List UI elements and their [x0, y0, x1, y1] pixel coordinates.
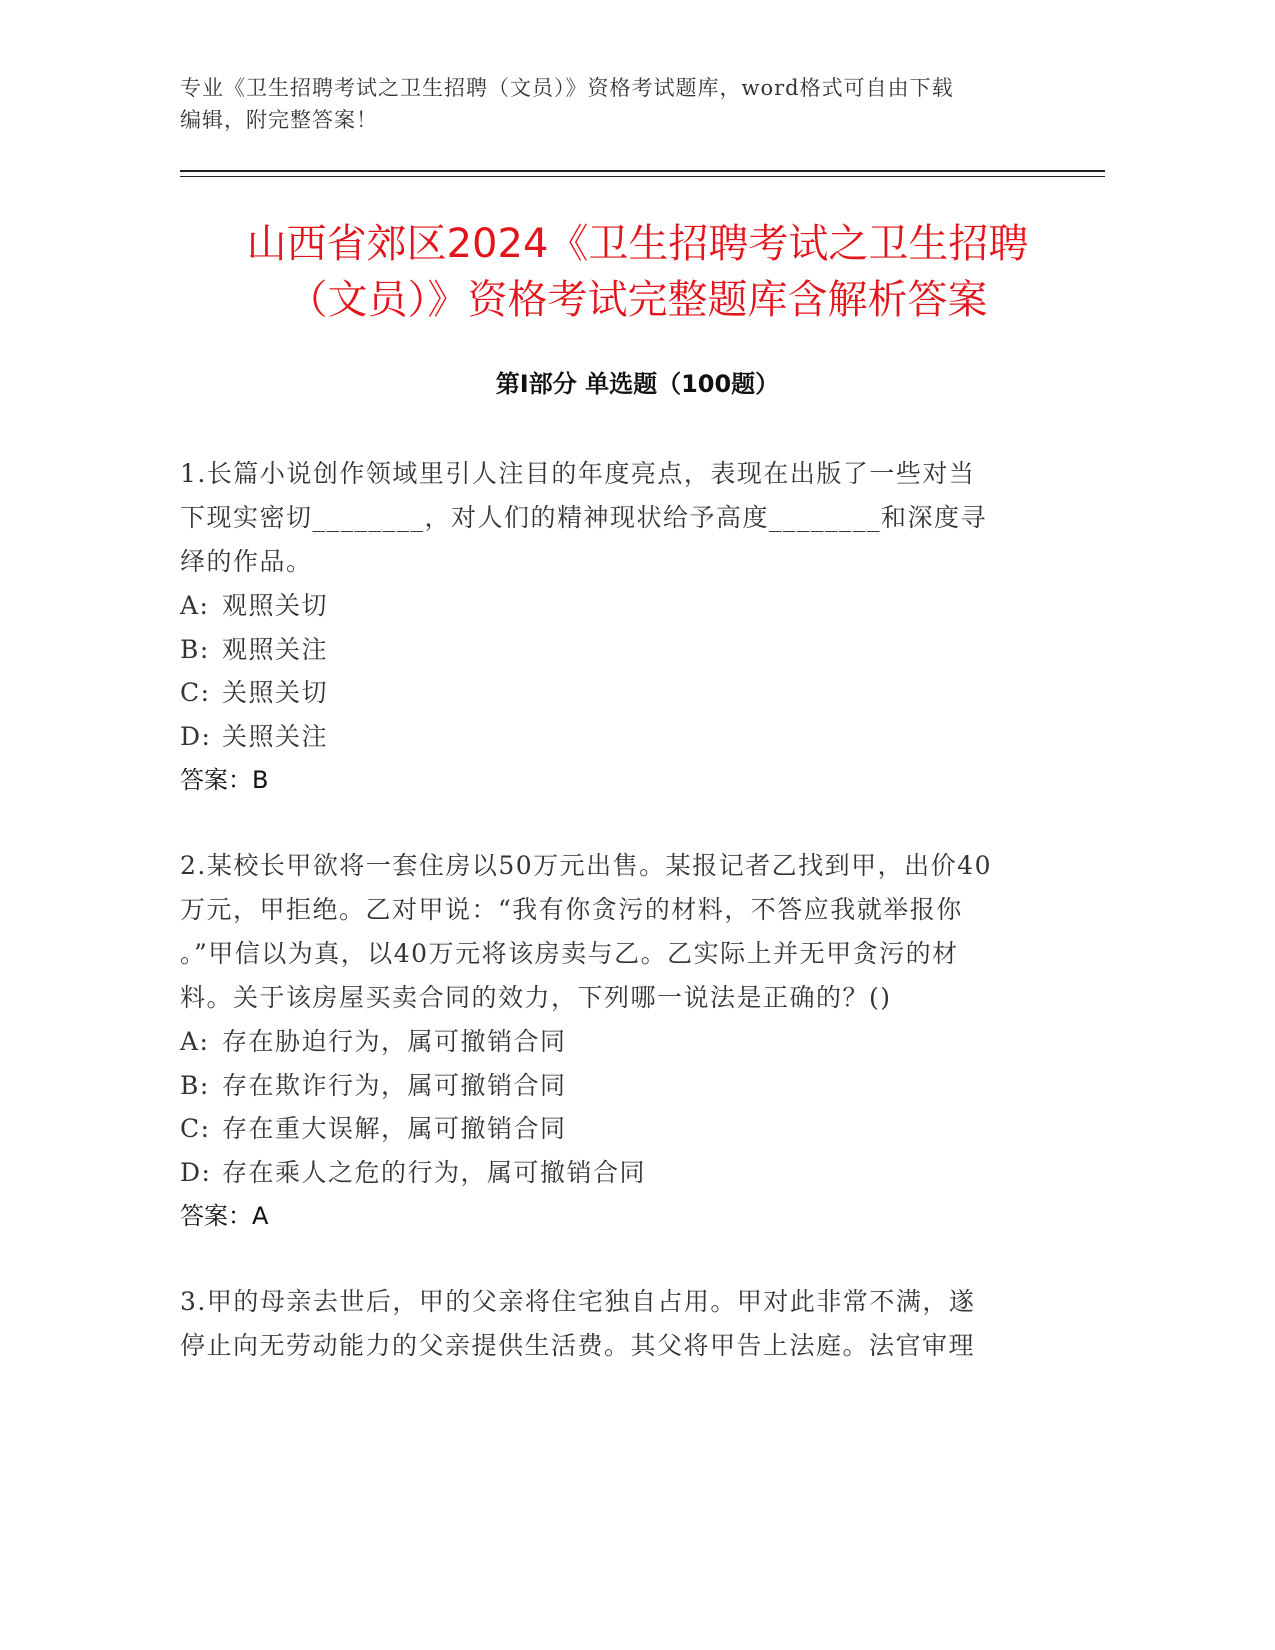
option-text: 存在乘人之危的行为，属可撤销合同	[222, 1157, 647, 1187]
option-b	[180, 628, 1050, 672]
question-3	[180, 1280, 1050, 1368]
answer-line	[180, 758, 1050, 802]
header-rule-thick	[180, 170, 1105, 172]
option-a	[180, 584, 1050, 628]
option-letter: C:	[180, 1114, 211, 1143]
answer-label: 答案：	[180, 1202, 252, 1230]
answer-label: 答案：	[180, 766, 252, 794]
option-text: 观照关切	[222, 591, 329, 620]
option-letter: A:	[180, 591, 210, 620]
option-letter: D:	[180, 721, 212, 751]
document-title	[160, 216, 1115, 328]
question-stem: 1.长篇小说创作领域里引人注目的年度亮点，表现在出版了一些对当 下现实密切________，对人们的精神现状给予高度________和深度寻 绎的作品。	[180, 459, 988, 576]
option-letter: B:	[180, 1070, 210, 1100]
title-line-2: （文员）》资格考试完整题库含解析答案	[287, 277, 988, 323]
option-text: 观照关注	[222, 634, 329, 664]
option-text: 存在欺诈行为，属可撤销合同	[222, 1070, 567, 1100]
option-d	[180, 715, 1050, 759]
question-2	[180, 844, 1050, 1238]
answer-value: B	[252, 766, 269, 794]
answer-value: A	[252, 1202, 269, 1230]
option-text: 存在胁迫行为，属可撤销合同	[222, 1027, 567, 1056]
section-heading: 第Ⅰ部分 单选题（100题）	[495, 370, 780, 398]
option-text: 关照关注	[222, 721, 329, 751]
option-letter: B:	[180, 634, 210, 664]
option-text: 存在重大误解，属可撤销合同	[222, 1114, 567, 1143]
option-a	[180, 1020, 1050, 1064]
question-1	[180, 452, 1050, 802]
option-letter: D:	[180, 1157, 212, 1187]
question-stem: 3.甲的母亲去世后，甲的父亲将住宅独自占用。甲对此非常不满，遂 停止向无劳动能力的父亲提供生活费。其父将甲告上法庭。法官审理	[180, 1287, 976, 1360]
header-rule-thin	[180, 176, 1105, 177]
option-letter: C:	[180, 678, 211, 707]
option-b	[180, 1064, 1050, 1108]
option-c	[180, 1107, 1050, 1151]
header-note: 专业《卫生招聘考试之卫生招聘（文员）》资格考试题库，word格式可自由下载 编辑，附完整答案！	[180, 76, 954, 132]
option-letter: A:	[180, 1027, 210, 1056]
answer-line	[180, 1194, 1050, 1238]
option-text: 关照关切	[222, 678, 329, 707]
title-line-1: 山西省郊区2024《卫生招聘考试之卫生招聘	[246, 221, 1029, 267]
question-stem: 2.某校长甲欲将一套住房以50万元出售。某报记者乙找到甲，出价40 万元，甲拒绝。乙对甲说：“我有你贪污的材料，不答应我就举报你 。”甲信以为真，以40万元将该房卖与乙。乙实际上并无甲贪污的材 料。关于该房屋买卖合同的效力，下列哪一说法是正确的？()	[180, 851, 992, 1012]
option-c	[180, 671, 1050, 715]
option-d	[180, 1151, 1050, 1195]
